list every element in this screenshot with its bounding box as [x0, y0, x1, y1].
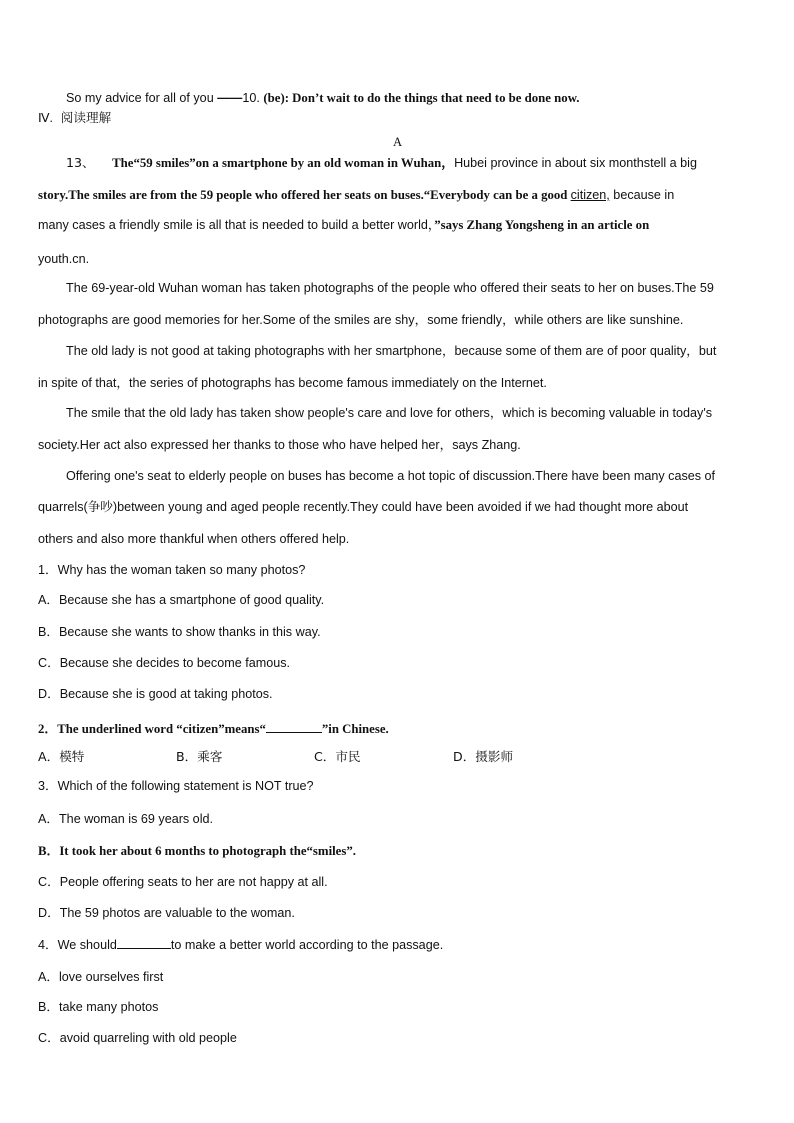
option: B．take many photos — [38, 1000, 159, 1014]
passage-text: because in — [609, 188, 675, 202]
passage-text: ”says Zhang Yongsheng in an article on — [434, 218, 650, 232]
passage-line — [66, 155, 697, 171]
passage-line: others and also more thankful when others offered help. — [38, 532, 350, 546]
passage-number: 13、 — [66, 155, 95, 170]
option: A．love ourselves first — [38, 970, 164, 984]
passage-text: The“59 smiles”on a smartphone by an old woman in Wuhan， — [112, 156, 455, 170]
question-stem: 1．Why has the woman taken so many photos? — [38, 563, 306, 577]
option: D．摄影师 — [453, 749, 514, 764]
section-heading — [38, 110, 111, 126]
passage-text: story.The smiles are from the 59 people who offered her seats on buses.“Everybody can be a good — [38, 188, 571, 202]
advice-line — [66, 90, 579, 106]
question-stem: 3．Which of the following statement is NOT true? — [38, 779, 314, 793]
question-stem — [38, 721, 389, 737]
option: B．It took her about 6 months to photograph the“smiles”. — [38, 844, 356, 858]
option: B．乘客 — [176, 749, 223, 764]
advice-number: 10. — [242, 91, 260, 105]
advice-dash: —— — [217, 91, 243, 105]
passage-line: in spite of that，the series of photographs has become famous immediately on the Internet. — [38, 376, 547, 390]
passage-line: society.Her act also expressed her thanks to those who have helped her，says Zhang. — [38, 438, 521, 452]
passage-text: Hubei province in about six monthstell a big — [454, 156, 697, 170]
advice-hint: (be): Don’t wait to do the things that need to be done now. — [263, 91, 580, 105]
passage-line: The old lady is not good at taking photographs with her smartphone，because some of them are of poor quality，but — [66, 344, 717, 358]
option: A．Because she has a smartphone of good quality. — [38, 593, 325, 607]
passage-line: The 69-year-old Wuhan woman has taken photographs of the people who offered their seats to her on buses.The 59 — [66, 281, 714, 295]
passage-line — [38, 217, 649, 233]
option: C．avoid quarreling with old people — [38, 1031, 237, 1045]
passage-line: youth.cn. — [38, 252, 90, 266]
section-numeral: Ⅳ. — [38, 111, 53, 125]
passage-text: many cases a friendly smile is all that is needed to build a better world， — [38, 218, 435, 232]
option: C．Because she decides to become famous. — [38, 656, 291, 670]
option: D．The 59 photos are valuable to the woman. — [38, 906, 295, 920]
passage-label: A — [393, 135, 403, 149]
passage-line: quarrels(争吵)between young and aged people recently.They could have been avoided if we had thought more about — [38, 500, 689, 514]
underlined-word: citizen, — [570, 188, 610, 202]
answer-blank — [117, 937, 171, 949]
passage-line: photographs are good memories for her.Some of the smiles are shy，some friendly，while others are like sunshine. — [38, 313, 684, 327]
advice-text: So my advice for all of you — [66, 91, 218, 105]
option: A．The woman is 69 years old. — [38, 812, 213, 826]
question-stem-text: to make a better world according to the passage. — [170, 938, 444, 952]
passage-line — [38, 187, 674, 203]
question-stem-text: 4．We should — [38, 938, 117, 952]
passage-line: Offering one's seat to elderly people on buses has become a hot topic of discussion.There have been many cases of — [66, 469, 716, 483]
question-stem-text: 2．The underlined word “citizen”means“ — [38, 722, 266, 736]
option: C．市民 — [314, 749, 361, 764]
option: B．Because she wants to show thanks in this way. — [38, 625, 321, 639]
answer-blank — [266, 721, 322, 733]
question-stem — [38, 937, 443, 953]
question-stem-text: ”in Chinese. — [321, 722, 389, 736]
option: C．People offering seats to her are not happy at all. — [38, 875, 328, 889]
option: A．模特 — [38, 749, 85, 764]
option: D．Because she is good at taking photos. — [38, 687, 273, 701]
section-title: 阅读理解 — [60, 110, 112, 125]
passage-line: The smile that the old lady has taken show people's care and love for others，which is becoming valuable in today's — [66, 406, 713, 420]
